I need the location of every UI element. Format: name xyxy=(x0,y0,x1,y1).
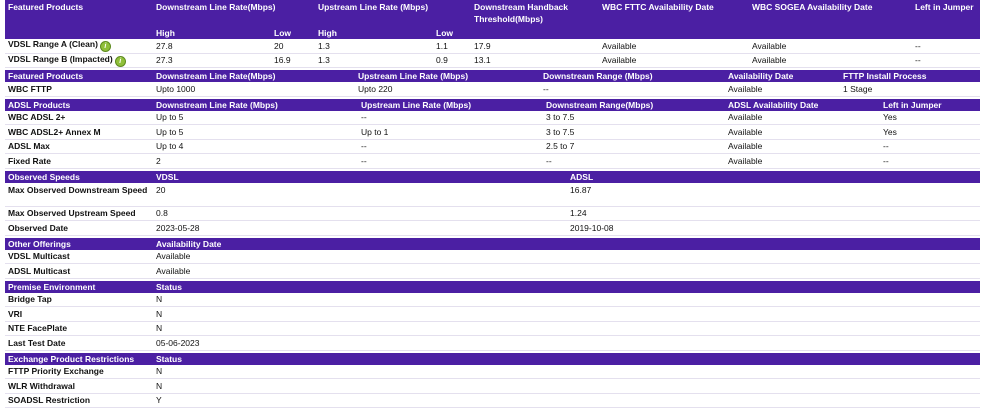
row-label: Max Observed Upstream Speed xyxy=(5,206,153,221)
table-row xyxy=(5,206,980,221)
col-downstream-range: Downstream Range(Mbps) xyxy=(543,99,725,111)
cell: 2023-05-28 xyxy=(153,221,567,236)
product-name: WBC FTTP xyxy=(5,82,153,96)
cell: N xyxy=(153,321,980,336)
ds-high-value: 27.8 xyxy=(153,39,271,53)
col-availability-date: Availability Date xyxy=(725,70,840,82)
us-low-value: 0.9 xyxy=(433,53,471,68)
vdsl-products-table xyxy=(5,0,980,68)
col-upstream-line-rate: Upstream Line Rate (Mbps) xyxy=(315,0,471,26)
line-info-panel xyxy=(5,0,980,408)
cell: -- xyxy=(540,82,725,96)
table-row xyxy=(5,293,980,307)
premise-environment-table xyxy=(5,281,980,351)
cell: -- xyxy=(358,139,543,154)
cell: 20 xyxy=(153,183,567,207)
jumper-value: -- xyxy=(912,53,980,68)
cell: 0.8 xyxy=(153,206,567,221)
cell: 2019-10-08 xyxy=(567,221,980,236)
col-featured-products: Featured Products xyxy=(5,0,153,26)
other-header-row xyxy=(5,238,980,250)
observed-speeds-table xyxy=(5,171,980,236)
cell: N xyxy=(153,379,980,394)
col-featured-products: Featured Products xyxy=(5,70,153,82)
product-name: VDSL Range B (Impacted) xyxy=(8,53,113,64)
product-name: VDSL Range A (Clean) xyxy=(8,39,98,50)
table-row xyxy=(5,336,980,351)
sogea-value: Available xyxy=(749,53,912,68)
cell: N xyxy=(153,365,980,379)
table-row xyxy=(5,379,980,394)
row-label: ADSL Multicast xyxy=(5,264,153,279)
col-status: Status xyxy=(153,353,980,365)
col-downstream-threshold: Downstream Handback Threshold(Mbps) xyxy=(471,0,599,26)
cell: Yes xyxy=(880,125,980,140)
ds-high-value: 27.3 xyxy=(153,53,271,68)
col-other-offerings: Other Offerings xyxy=(5,238,153,250)
ds-low-value: 16.9 xyxy=(271,53,315,68)
table-row xyxy=(5,307,980,322)
cell: Up to 1 xyxy=(358,125,543,140)
col-status: Status xyxy=(153,281,980,293)
col-exchange-restrictions: Exchange Product Restrictions xyxy=(5,353,153,365)
product-name-cell xyxy=(5,39,153,53)
info-icon[interactable]: i xyxy=(100,41,111,52)
table-row xyxy=(5,125,980,140)
jumper-value: -- xyxy=(912,39,980,53)
cell: Upto 1000 xyxy=(153,82,355,96)
sub-us-low: Low xyxy=(433,26,471,39)
cell: Y xyxy=(153,393,980,408)
cell: -- xyxy=(880,154,980,169)
premise-header-row xyxy=(5,281,980,293)
cell: 1.24 xyxy=(567,206,980,221)
col-downstream-line-rate: Downstream Line Rate(Mbps) xyxy=(153,0,315,26)
table-row xyxy=(5,393,980,408)
col-left-in-jumper: Left in Jumper xyxy=(912,0,980,26)
cell: Available xyxy=(725,125,880,140)
ds-low-value: 20 xyxy=(271,39,315,53)
fttc-value: Available xyxy=(599,53,749,68)
row-label: Bridge Tap xyxy=(5,293,153,307)
fttp-header-row xyxy=(5,70,980,82)
row-label: Max Observed Downstream Speed xyxy=(5,183,153,207)
threshold-value: 13.1 xyxy=(471,53,599,68)
exchange-header-row xyxy=(5,353,980,365)
sub-ds-high: High xyxy=(153,26,271,39)
cell: Available xyxy=(725,154,880,169)
fttp-products-table xyxy=(5,70,980,97)
cell: 1 Stage xyxy=(840,82,980,96)
observed-header-row xyxy=(5,171,980,183)
cell: Available xyxy=(725,82,840,96)
row-label: WLR Withdrawal xyxy=(5,379,153,394)
product-name-cell xyxy=(5,53,153,68)
cell: -- xyxy=(880,139,980,154)
table-row xyxy=(5,111,980,125)
cell: -- xyxy=(543,154,725,169)
table-row xyxy=(5,250,980,264)
us-high-value: 1.3 xyxy=(315,39,433,53)
threshold-value: 17.9 xyxy=(471,39,599,53)
row-label: Observed Date xyxy=(5,221,153,236)
col-fttp-install-process: FTTP Install Process xyxy=(840,70,980,82)
col-downstream-line-rate: Downstream Line Rate (Mbps) xyxy=(153,99,358,111)
cell: 2.5 to 7 xyxy=(543,139,725,154)
col-upstream-line-rate: Upstream Line Rate (Mbps) xyxy=(355,70,540,82)
info-icon[interactable]: i xyxy=(115,56,126,67)
vdsl-header-row xyxy=(5,0,980,26)
fttc-value: Available xyxy=(599,39,749,53)
cell: -- xyxy=(358,111,543,125)
row-label: NTE FacePlate xyxy=(5,321,153,336)
us-high-value: 1.3 xyxy=(315,53,433,68)
adsl-products-table xyxy=(5,99,980,169)
row-label: VRI xyxy=(5,307,153,322)
col-downstream-line-rate: Downstream Line Rate(Mbps) xyxy=(153,70,355,82)
row-label: FTTP Priority Exchange xyxy=(5,365,153,379)
col-observed-speeds: Observed Speeds xyxy=(5,171,153,183)
table-row xyxy=(5,221,980,236)
col-sogea-availability: WBC SOGEA Availability Date xyxy=(749,0,912,26)
table-row xyxy=(5,82,980,96)
cell: Available xyxy=(153,250,980,264)
product-name: WBC ADSL2+ Annex M xyxy=(5,125,153,140)
cell: 2 xyxy=(153,154,358,169)
cell: Upto 220 xyxy=(355,82,540,96)
cell: Available xyxy=(725,139,880,154)
us-low-value: 1.1 xyxy=(433,39,471,53)
col-upstream-line-rate: Upstream Line Rate (Mbps) xyxy=(358,99,543,111)
cell: 3 to 7.5 xyxy=(543,125,725,140)
product-name: WBC ADSL 2+ xyxy=(5,111,153,125)
cell: N xyxy=(153,307,980,322)
cell: Available xyxy=(725,111,880,125)
adsl-header-row xyxy=(5,99,980,111)
cell: Up to 4 xyxy=(153,139,358,154)
cell: -- xyxy=(358,154,543,169)
product-name: ADSL Max xyxy=(5,139,153,154)
row-label: VDSL Multicast xyxy=(5,250,153,264)
exchange-restrictions-table xyxy=(5,353,980,409)
cell: Yes xyxy=(880,111,980,125)
row-label: Last Test Date xyxy=(5,336,153,351)
cell: Up to 5 xyxy=(153,125,358,140)
table-row xyxy=(5,53,980,68)
other-offerings-table xyxy=(5,238,980,279)
table-row xyxy=(5,139,980,154)
col-adsl-products: ADSL Products xyxy=(5,99,153,111)
table-row xyxy=(5,183,980,207)
col-availability-date: Availability Date xyxy=(153,238,980,250)
table-row xyxy=(5,39,980,53)
sub-us-high: High xyxy=(315,26,433,39)
vdsl-subheader-row xyxy=(5,26,980,39)
table-row xyxy=(5,154,980,169)
table-row xyxy=(5,321,980,336)
col-adsl: ADSL xyxy=(567,171,980,183)
cell: Available xyxy=(153,264,980,279)
table-row xyxy=(5,264,980,279)
col-adsl-availability: ADSL Availability Date xyxy=(725,99,880,111)
col-fttc-availability: WBC FTTC Availability Date xyxy=(599,0,749,26)
col-vdsl: VDSL xyxy=(153,171,567,183)
sub-ds-low: Low xyxy=(271,26,315,39)
sogea-value: Available xyxy=(749,39,912,53)
cell: 05-06-2023 xyxy=(153,336,980,351)
row-label: SOADSL Restriction xyxy=(5,393,153,408)
col-premise-environment: Premise Environment xyxy=(5,281,153,293)
cell: 3 to 7.5 xyxy=(543,111,725,125)
col-downstream-range: Downstream Range (Mbps) xyxy=(540,70,725,82)
cell: Up to 5 xyxy=(153,111,358,125)
product-name: Fixed Rate xyxy=(5,154,153,169)
cell: N xyxy=(153,293,980,307)
col-left-in-jumper: Left in Jumper xyxy=(880,99,980,111)
table-row xyxy=(5,365,980,379)
cell: 16.87 xyxy=(567,183,980,207)
